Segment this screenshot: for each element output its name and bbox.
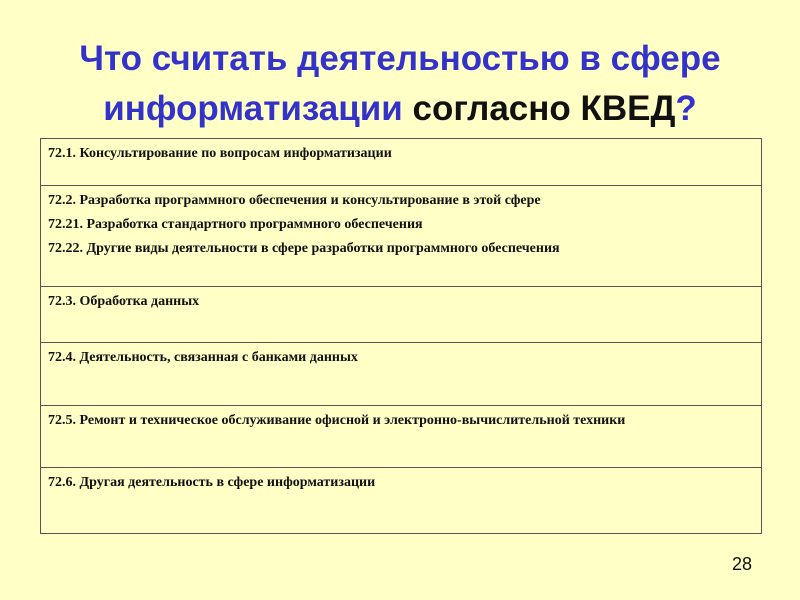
table-row [41, 287, 762, 343]
table-cell [41, 287, 762, 343]
table-cell [41, 186, 762, 287]
table-cell [41, 406, 762, 468]
table-row [41, 186, 762, 287]
title-line-1: Что считать деятельностью в сфере [79, 39, 721, 78]
table-row [41, 139, 762, 186]
kved-code-72-4: 72.4. Деятельность, связанная с банками данных [48, 350, 358, 365]
kved-code-72-21: 72.21. Разработка стандартного программного обеспечения [48, 217, 423, 232]
page-number: 28 [731, 554, 752, 574]
kved-code-72-1: 72.1. Консультирование по вопросам информатизации [48, 146, 392, 161]
title-line-2-accent: информатизации [103, 89, 413, 128]
table-row [41, 468, 762, 534]
table-cell [41, 343, 762, 406]
table-row [41, 406, 762, 468]
kved-code-72-2: 72.2. Разработка программного обеспечения и консультирование в этой сфере [48, 193, 541, 208]
kved-code-72-6: 72.6. Другая деятельность в сфере информатизации [48, 475, 376, 490]
slide-title [20, 34, 780, 134]
kved-code-72-3: 72.3. Обработка данных [48, 294, 200, 309]
title-line-2 [20, 84, 780, 134]
table-cell [41, 139, 762, 186]
kved-code-72-22: 72.22. Другие виды деятельности в сфере разработки программного обеспечения [48, 241, 560, 256]
table-row [41, 343, 762, 406]
title-line-2-dark: согласно КВЕД [412, 89, 676, 128]
kved-activity-table [40, 138, 762, 534]
title-question-mark: ? [675, 89, 697, 128]
table-cell [41, 468, 762, 534]
kved-code-72-5: 72.5. Ремонт и техническое обслуживание офисной и электронно-вычислительной техники [48, 413, 626, 428]
